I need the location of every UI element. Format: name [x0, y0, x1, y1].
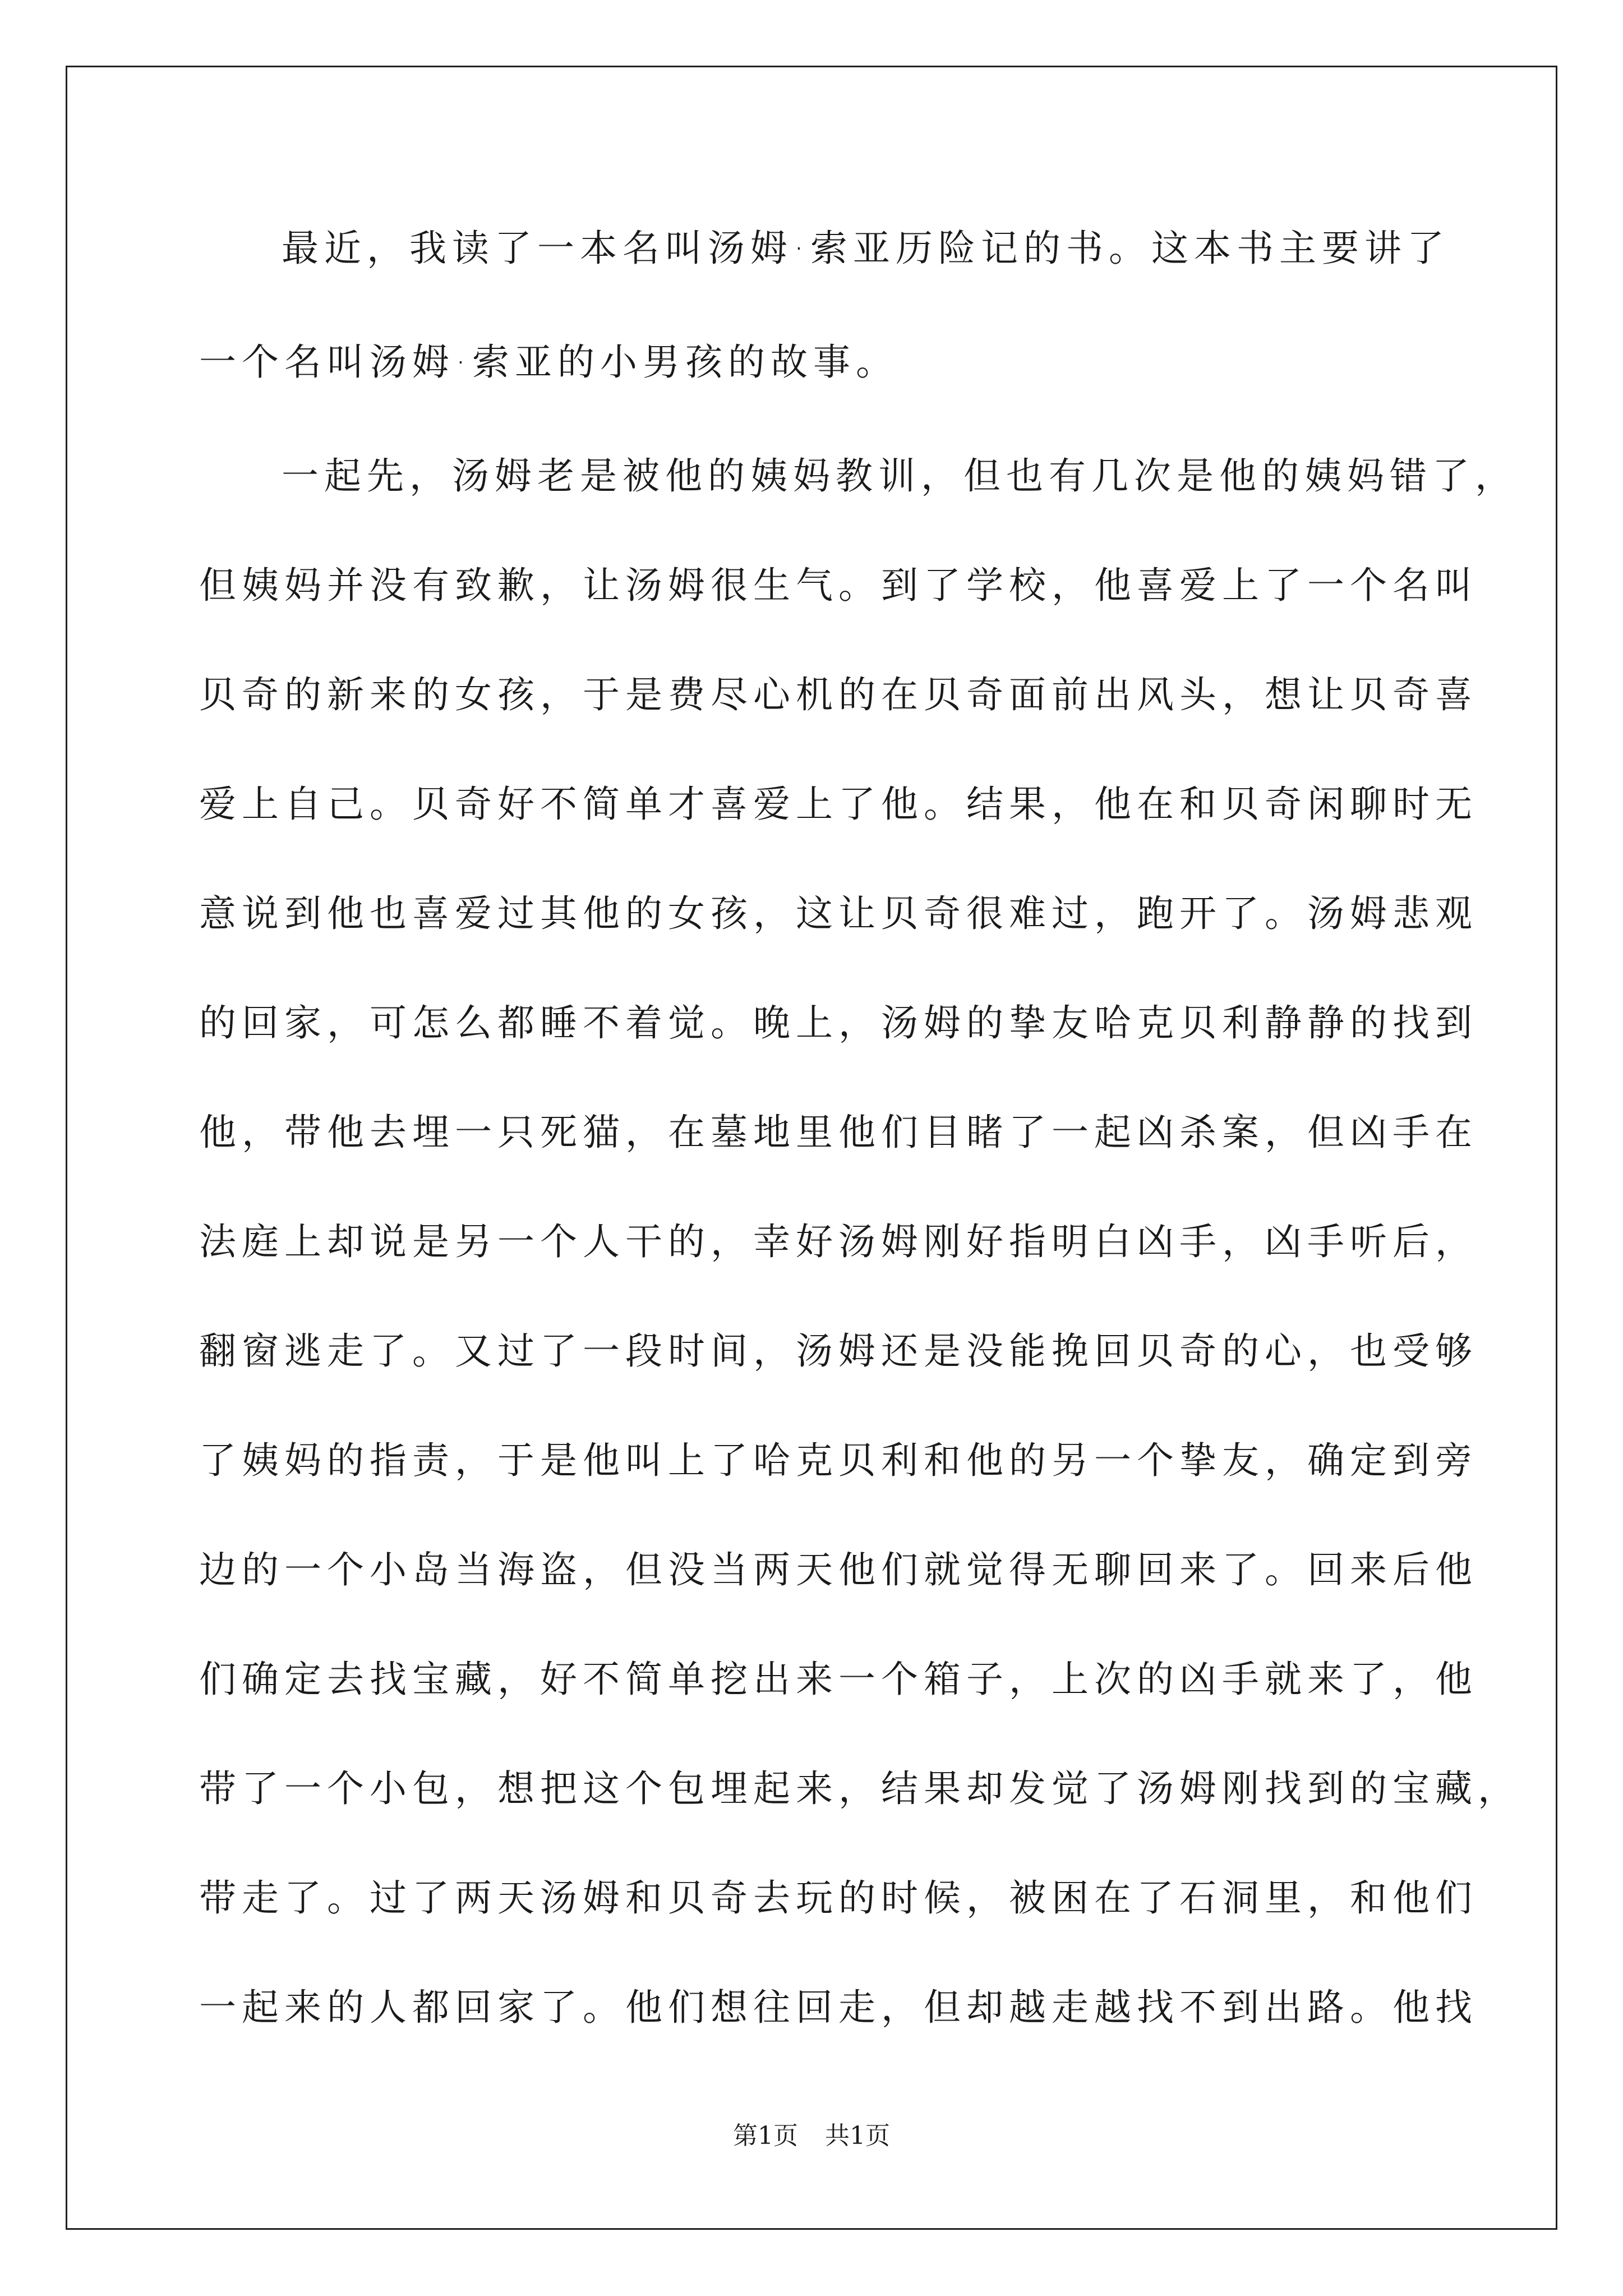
paragraph-2-line-14: 带走了。过了两天汤姆和贝奇去玩的时候，被困在了石洞里，和他们 [199, 1876, 1478, 1920]
paragraph-2-line-6: 的回家，可怎么都睡不着觉。晚上，汤姆的挚友哈克贝利静静的找到 [199, 1001, 1478, 1045]
paragraph-2-line-12: 们确定去找宝藏，好不简单挖出来一个箱子，上次的凶手就来了，他 [199, 1658, 1478, 1701]
paragraph-2-line-1: 一起先，汤姆老是被他的姨妈教训，但也有几次是他的姨妈错了， [282, 454, 1518, 498]
paragraph-1-line-2: 一个名叫汤姆·索亚的小男孩的故事。 [199, 341, 898, 384]
page-number: 第1页 [733, 2122, 798, 2150]
paragraph-2-line-15: 一起来的人都回家了。他们想往回走，但却越走越找不到出路。他找 [199, 1986, 1478, 2029]
paragraph-2-line-13: 带了一个小包，想把这个包埋起来，结果却发觉了汤姆刚找到的宝藏， [199, 1767, 1520, 1810]
paragraph-2-line-5: 意说到他也喜爱过其他的女孩，这让贝奇很难过，跑开了。汤姆悲观 [199, 892, 1478, 935]
paragraph-1-line-1: 最近，我读了一本名叫汤姆·索亚历险记的书。这本书主要讲了 [282, 227, 1450, 270]
paragraph-2-line-2: 但姨妈并没有致歉，让汤姆很生气。到了学校，他喜爱上了一个名叫 [199, 564, 1478, 607]
paragraph-2-line-8: 法庭上却说是另一个人干的，幸好汤姆刚好指明白凶手，凶手听后， [199, 1220, 1478, 1263]
paragraph-2-line-9: 翻窗逃走了。又过了一段时间，汤姆还是没能挽回贝奇的心，也受够 [199, 1329, 1478, 1373]
page-footer [0, 2119, 1623, 2153]
page-total: 共1页 [825, 2122, 890, 2150]
paragraph-2-line-11: 边的一个小岛当海盗，但没当两天他们就觉得无聊回来了。回来后他 [199, 1548, 1478, 1591]
paragraph-2-line-4: 爱上自己。贝奇好不简单才喜爱上了他。结果，他在和贝奇闲聊时无 [199, 783, 1478, 826]
paragraph-2-line-3: 贝奇的新来的女孩，于是费尽心机的在贝奇面前出风头，想让贝奇喜 [199, 673, 1478, 716]
paragraph-2-line-7: 他，带他去埋一只死猫，在墓地里他们目睹了一起凶杀案，但凶手在 [199, 1111, 1478, 1154]
paragraph-2-line-10: 了姨妈的指责，于是他叫上了哈克贝利和他的另一个挚友，确定到旁 [199, 1439, 1478, 1482]
